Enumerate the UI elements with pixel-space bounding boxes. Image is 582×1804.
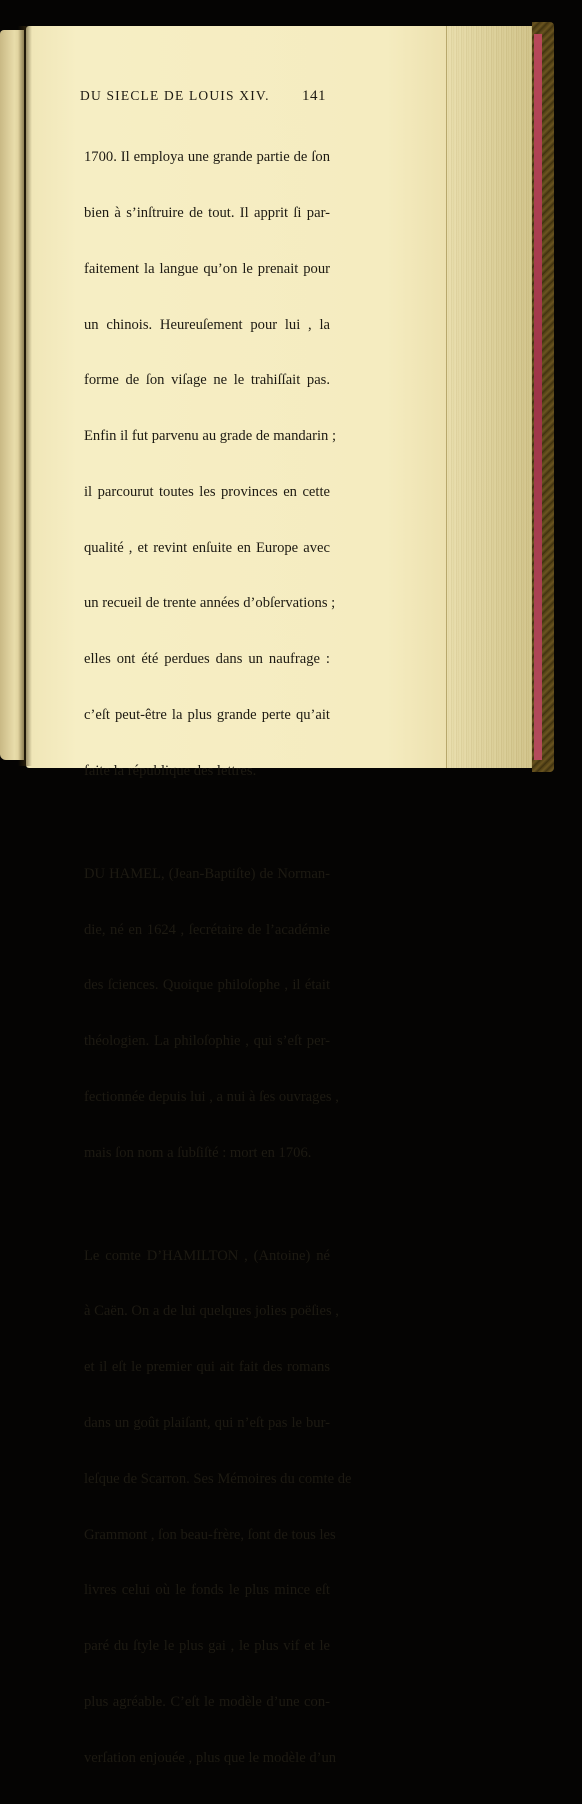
text-line: c’eſt peut-être la plus grande perte qu’ait — [84, 707, 330, 723]
text-line: Enfin il fut parvenu au grade de mandarin ; — [84, 428, 337, 445]
gutter-shadow — [18, 26, 32, 766]
text-line: il parcourut toutes les provinces en cette — [84, 483, 330, 500]
text-line: dans un goût plaiſant, qui n’eſt pas le bur- — [84, 1414, 330, 1431]
text-line: faitement la langue qu’on le prenait pour — [84, 260, 330, 277]
text-line: forme de ſon viſage ne le trahiſſait pas. — [84, 372, 330, 389]
text-line: mais ſon nom a ſubſiſté : mort en 1706. — [84, 1144, 312, 1161]
text-line: des ſciences. Quoique philoſophe , il était — [84, 977, 330, 994]
paragraph-2 — [84, 828, 339, 1200]
text-line: DU HAMEL, (Jean-Baptiſte) de Norman- — [84, 865, 330, 882]
text-line: faite la république des lettres. — [84, 762, 257, 779]
text-line: un recueil de trente années d’obſervations ; — [84, 595, 336, 612]
running-head-title: DU SIECLE DE LOUIS XIV. — [80, 88, 270, 103]
text-line: bien à s’inſtruire de tout. Il apprit ſi par- — [84, 204, 330, 221]
running-head — [80, 88, 326, 105]
page-fore-edge — [446, 26, 535, 768]
text-line: Le comte D’HAMILTON , (Antoine) né — [84, 1247, 330, 1264]
text-line: die, né en 1624 , ſecrétaire de l’académie — [84, 921, 330, 938]
text-line: paré du ſtyle le plus gai , le plus vif et le — [84, 1638, 330, 1655]
text-line: fectionnée depuis lui , a nui à ſes ouvrages , — [84, 1088, 339, 1105]
text-line: un chinois. Heureuſement pour lui , la — [84, 316, 330, 333]
text-line: et il eſt le premier qui ait fait des romans — [84, 1359, 330, 1376]
endpaper-edge — [534, 34, 542, 760]
text-line: verſation enjouée , plus que le modèle d’un — [84, 1749, 337, 1766]
paragraph-3 — [84, 1209, 352, 1804]
text-line: à Caën. On a de lui quelques jolies poëſies , — [84, 1303, 339, 1320]
text-line: leſque de Scarron. Ses Mémoires du comte de — [84, 1470, 352, 1487]
text-line: elles ont été perdues dans un naufrage : — [84, 651, 330, 668]
text-line: théologien. La philoſophie , qui s’eſt per- — [84, 1033, 330, 1050]
page-number: 141 — [302, 88, 326, 104]
text-line: qualité , et revint enſuite en Europe avec — [84, 539, 330, 556]
text-line: plus agréable. C’eſt le modèle d’une con- — [84, 1693, 330, 1710]
text-block — [80, 88, 384, 1804]
text-line: 1700. Il employa une grande partie de ſon — [84, 149, 330, 166]
text-line: Grammont , ſon beau-frère, ſont de tous les — [84, 1526, 336, 1543]
page-body — [84, 111, 352, 1804]
text-line: livres celui où le fonds le plus mince eſt — [84, 1582, 330, 1599]
paragraph-1 — [84, 111, 337, 818]
